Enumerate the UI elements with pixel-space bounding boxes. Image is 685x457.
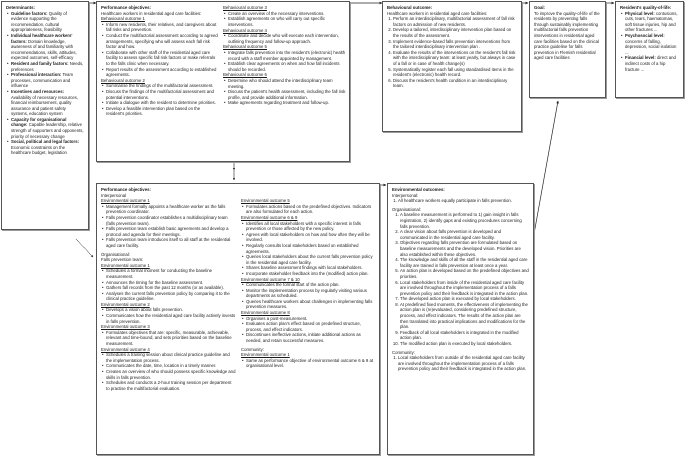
env-organisational-list bbox=[392, 212, 529, 346]
list-item: • Schedules a training session about clinical practice guideline and the implementation process. bbox=[106, 352, 236, 363]
outcome-items bbox=[101, 204, 236, 249]
list-item: 9. Feedback of all local stakeholders is integrated in the modified action plan. bbox=[400, 330, 529, 341]
outcome-heading: Behavioural outcome 2 bbox=[101, 77, 145, 83]
list-item: 1. A baseline measurement is performed to 1) gain insight in falls registration, 2) identify gaps and existing procedures concerning falls prevention. bbox=[400, 212, 529, 229]
list-item: • Gathers fall records from the past 12 months (or as available). bbox=[106, 285, 236, 291]
qol-title: Resident's quality-of-life: bbox=[620, 5, 672, 10]
item-label: Financial level: bbox=[625, 55, 656, 61]
arrow-determinants-to-perf-env bbox=[76, 239, 93, 257]
env-outcomes-title: Environmental outcomes: bbox=[392, 187, 445, 192]
outcome-heading: Environmental outcome 4 bbox=[101, 346, 150, 352]
list-item: • Queries healthcare workers about challenges in implementing falls prevention measures. bbox=[246, 299, 377, 310]
env-organisational-label: Organisational: bbox=[392, 206, 421, 212]
list-item: 3. Implement evidence-based falls prevention interventions from the tailored interdisciplinary intervention plan . bbox=[393, 39, 517, 50]
perf-behav-subtitle: Healthcare workers in residential aged care facilities: bbox=[101, 10, 202, 16]
item-label: Social, political and legal factors: bbox=[11, 139, 80, 145]
item-text: Domain knowledge, awareness of and familiarity with recommendations, skills, attitudes, expected outcomes, self-efficacy bbox=[11, 38, 77, 61]
item-text: Needs, preferences bbox=[11, 60, 84, 72]
list-item: • Falls prevention team establish basic agreements and develop a protocol and agenda for their meetings. bbox=[106, 226, 236, 237]
list-item: 4. The knowledge and skills of all the staff in the residential aged care facility are trained in falls prevention at least once a year. bbox=[400, 257, 529, 268]
outcome-heading: Environmental outcome 7 & 10 bbox=[241, 276, 300, 282]
goal-box bbox=[529, 1, 606, 98]
outcome-items bbox=[101, 22, 218, 78]
list-item: • Establish agreements on who will carry out specific interventions. bbox=[228, 16, 347, 27]
list-item bbox=[11, 33, 84, 61]
perf-env-title: Performance objectives: bbox=[101, 187, 151, 192]
list-item: • Evaluates action plan's effect based on predefined structure, process, and effect indicators. bbox=[246, 321, 377, 332]
outcome-items bbox=[101, 352, 236, 391]
list-item: 1. Perform an interdisciplinary, multifactorial assessment of fall risk factors on admission of new residents. bbox=[393, 16, 517, 27]
list-item: • Discontinues ineffective actions, initiate additional actions as needed, and retain successful measures. bbox=[246, 332, 377, 343]
list-item: • Communicates the date, time, location in a timely manner. bbox=[106, 363, 236, 369]
perf-behav-left-column bbox=[101, 16, 218, 117]
list-item: • Monitor the implementation process by regularly visiting various departments as scheduled. bbox=[246, 288, 377, 299]
list-item: • Summarise the findings of the multifactorial assessment. bbox=[106, 83, 218, 89]
outcome-heading: Behavioural outcome 3 bbox=[223, 5, 267, 11]
item-label: Psychosocial level: bbox=[625, 32, 665, 38]
item-label: Incentives and resources: bbox=[11, 88, 65, 94]
outcome-heading: Environmental outcome 2 bbox=[101, 301, 150, 307]
list-item bbox=[11, 89, 84, 117]
item-label: Capacity for organisational change: bbox=[11, 116, 67, 128]
perf-behav-title: Performance objectives: bbox=[101, 5, 151, 10]
list-item: 6. Local stakeholders from inside of the residential aged care facility are involved throughout the implementation process of a falls prevention policy and their feedback is integrated in the action plan. bbox=[400, 280, 529, 297]
perf-env-community-label: Community: bbox=[241, 346, 264, 352]
outcome-items bbox=[101, 307, 236, 324]
list-item: 2. A clear vision about falls prevention is developed and communicated in the residential aged care facility. bbox=[400, 229, 529, 240]
item-text: Capable leadership, relative strength of supporters and opponents, priority of necessary change bbox=[11, 122, 84, 139]
list-item: • Formulates actions based on the predefined objectives. Indicators are also formulated for each action. bbox=[246, 204, 377, 215]
behav-outcome-title: Behavioural outcome: bbox=[387, 5, 433, 10]
list-item: • Discuss the findings of the multifactorial assessment and potential interventions. bbox=[106, 89, 218, 100]
outcome-heading: Behavioural outcome 6 bbox=[223, 72, 267, 78]
performance-objectives-behavioural-box bbox=[96, 1, 350, 162]
outcome-heading: Environmental outcome 1 bbox=[101, 262, 150, 268]
list-item: • Regularly consults local stakeholders based on established agreements. bbox=[246, 243, 377, 254]
perf-env-organisational-label: Organisational: bbox=[101, 251, 130, 257]
list-item: • Creates an overview of who should possess specific knowledge and skills in falls prevention. bbox=[106, 369, 236, 380]
list-item: • Organises a post-measurement. bbox=[246, 316, 377, 322]
outcome-heading: Behavioural outcome 4 bbox=[223, 27, 267, 33]
item-label: Physical level: bbox=[625, 10, 655, 16]
list-item: • Agrees with local stakeholders on how and how often they will be involved. bbox=[246, 232, 377, 243]
env-interpersonal-label: Interpersonal: bbox=[392, 192, 419, 198]
list-item bbox=[11, 139, 84, 156]
outcome-items bbox=[101, 83, 218, 117]
list-item: • Inform new residents, their relatives, and caregivers about fall risks and prevention. bbox=[106, 22, 218, 33]
list-item: • Formulates objectives that are: specific, measurable, achievable, relevant and time-bound, and sets priorities based on the baseline measurement. bbox=[106, 330, 236, 347]
list-item: • Incorporate stakeholder feedback into the (modified) action plan. bbox=[246, 271, 377, 277]
outcome-items bbox=[223, 50, 347, 72]
list-item: • Analyses the current falls prevention policy by comparing it to the clinical practice guideline. bbox=[106, 291, 236, 302]
outcome-items bbox=[241, 204, 377, 215]
item-label: Resident and family factors: bbox=[11, 60, 69, 66]
outcome-items bbox=[223, 33, 347, 44]
outcome-heading: Environmental outcome 1 bbox=[101, 198, 150, 204]
list-item: • Develops a vision about falls prevention. bbox=[106, 307, 236, 313]
outcome-items bbox=[101, 330, 236, 347]
list-item bbox=[11, 11, 84, 33]
list-item: 6. Discuss the resident's health condition in an interdisciplinary team. bbox=[393, 78, 517, 89]
list-item: • Schedules a formal moment for conducting the baseline measurement. bbox=[106, 268, 236, 279]
outcome-heading: Behavioural outcome 5 bbox=[223, 44, 267, 50]
list-item: • Communicates how the residential aged care facility actively invests in falls prevention. bbox=[106, 313, 236, 324]
behav-outcome-subtitle: Healthcare workers in residential aged care facilities: bbox=[387, 10, 488, 16]
list-item: 8. At predefined fixed moments, the effectiveness of implementing the action plan is (re)evaluated, considering predefined structure, process, and effect indicators. The results of the action plan are then translated into practical implications and modifications for the plan. bbox=[400, 302, 529, 330]
performance-objectives-environmental-box bbox=[96, 183, 380, 455]
list-item: • Identifies all local stakeholders with a specific interest in falls prevention or those affected by the new policy. bbox=[246, 221, 377, 232]
list-item bbox=[11, 61, 84, 72]
list-item: • Announces the timing for the baseline assessment. bbox=[106, 280, 236, 286]
item-text: Availability of necessary resources, financial reimbursement, quality assurance and patient safety systems, education system bbox=[11, 94, 79, 117]
list-item: 5. An action plan is developed based on the predefined objectives and priorities. bbox=[400, 268, 529, 279]
outcome-items bbox=[101, 268, 236, 302]
list-item: 5. Systematically register each fall using standardised items in the resident's (electronic) health record. bbox=[393, 67, 517, 78]
item-text: direct and indirect costs of a hip fracture ... bbox=[625, 55, 676, 72]
outcome-heading: Environmental outcome 5 bbox=[241, 198, 290, 204]
outcome-items bbox=[241, 282, 377, 310]
list-item: 2. Develop a tailored, interdisciplinary intervention plan based on the results of the assessment. bbox=[393, 27, 517, 38]
list-item: • Make agreements regarding treatment and follow-up. bbox=[228, 100, 347, 106]
outcome-heading: Environmental outcome 3 bbox=[101, 324, 150, 330]
behav-outcome-list bbox=[387, 16, 517, 89]
list-item bbox=[625, 11, 679, 33]
goal-title: Goal: bbox=[534, 5, 545, 10]
env-interpersonal-list bbox=[392, 198, 529, 204]
list-item: • Queries local stakeholders about the current falls prevention policy in the residential aged care facility. bbox=[246, 254, 377, 265]
env-community-list bbox=[392, 355, 529, 372]
outcome-heading: Behavioural outcome 1 bbox=[101, 16, 145, 22]
determinants-title: Determinants: bbox=[6, 5, 35, 10]
list-item: • Communicates the formal start of the action plan. bbox=[246, 282, 377, 288]
list-item bbox=[625, 55, 679, 72]
perf-behav-right-column bbox=[223, 5, 347, 106]
list-item: 7. The developed action plan is executed by local stakeholders. bbox=[400, 296, 529, 302]
list-item: • Falls prevention coordinator establishes a multidisciplinary team (falls prevention team). bbox=[106, 215, 236, 226]
list-item: 3. Objectives regarding falls prevention are formulated based on baseline measurements and the developed vision. Priorities are also established within these objectives. bbox=[400, 240, 529, 257]
list-item: • Collaborate with other staff of the residential aged care facility to assess specific fall risk factors or make referrals to the falls clinic when necessary. bbox=[106, 50, 218, 67]
list-item: 4. Evaluate the results of the interventions on the resident's fall risk with the interdisciplinary team: at least yearly, but always in case of a fall or in case of health change(s) bbox=[393, 50, 517, 67]
item-label: Individual healthcare workers' factors: bbox=[11, 32, 73, 44]
list-item: • Initiate a dialogue with the resident to determine priorities. bbox=[106, 100, 218, 106]
list-item bbox=[11, 117, 84, 139]
list-item: • Management formally appoints a healthcare worker as the falls prevention coordinator. bbox=[106, 204, 236, 215]
perf-env-interpersonal-label: Interpersonal bbox=[101, 192, 127, 198]
qol-list bbox=[620, 11, 679, 73]
list-item: • Falls prevention team introduces itself to all staff at the residential aged care facility. bbox=[106, 237, 236, 248]
outcome-heading: Environmental outcome 6 & 9 bbox=[241, 214, 298, 220]
item-label: Guideline factors: bbox=[11, 10, 48, 16]
outcome-items bbox=[223, 78, 347, 106]
list-item: 1. Local stakeholders from outside of the residential aged care facility are involved throughout the implementation process of a falls prevention policy and their feedback is integrated in the action plan. bbox=[398, 355, 529, 372]
item-text: concerns of falling, depression, social isolation ... bbox=[625, 38, 677, 55]
list-item: • Develop a feasible intervention plan based on the resident's priorities. bbox=[106, 106, 218, 117]
list-item: • Determine who should attend the interdisciplinary team meeting. bbox=[228, 78, 347, 89]
list-item: • Coordinate and decide who will execute each intervention, outlining frequency and follow-up approach. bbox=[228, 33, 347, 44]
outcome-items bbox=[241, 316, 377, 344]
quality-of-life-box bbox=[615, 1, 684, 98]
perf-env-left-column bbox=[101, 193, 236, 392]
perf-env-team-label: Falls prevention team: bbox=[101, 257, 144, 263]
list-item bbox=[625, 33, 679, 55]
outcome-items bbox=[241, 358, 377, 369]
list-item: • Same as performance objective of environmental outcome 6 & 9 at organisational level. bbox=[246, 358, 377, 369]
determinants-box bbox=[1, 1, 89, 230]
item-text: contusions, cuts, tears, haematomas, soft tissue injuries, hip and other fractures ... bbox=[625, 10, 678, 33]
goal-text: To improve the quality-of-life of the residents by preventing falls through sustainably implementing multifactorial falls prevention interventions in residential aged care facilities based on the clinical practice guideline for falls prevention in Flemish residential aged care facilities bbox=[534, 10, 600, 61]
list-item: • Establish clear agreements on when and how fall incidents should be recorded. bbox=[228, 61, 347, 72]
outcome-items bbox=[241, 221, 377, 277]
item-text: Economic constraints on the healthcare budget, legislation bbox=[11, 144, 67, 156]
list-item: 1. All healthcare workers equally participate in falls prevention. bbox=[398, 198, 529, 204]
determinants-list bbox=[6, 11, 84, 156]
behavioural-outcome-box bbox=[382, 1, 522, 132]
list-item: • Report results of the assessment according to established agreements. bbox=[106, 67, 218, 78]
list-item bbox=[11, 72, 84, 89]
environmental-outcomes-box bbox=[387, 183, 534, 455]
list-item: • Conduct the multifactorial assessment according to agreed arrangements, specifying who will assess each fall risk factor and how. bbox=[106, 33, 218, 50]
outcome-items bbox=[223, 11, 347, 28]
env-community-label: Community: bbox=[392, 349, 415, 355]
item-text: Quality of evidence supporting the recommendation, cultural appropriateness, feasibility bbox=[11, 10, 67, 33]
perf-env-right-column bbox=[241, 198, 377, 369]
list-item: 10. The modified action plan is executed by local stakeholders. bbox=[400, 341, 529, 347]
item-text: Team processes, communication and influence bbox=[11, 72, 74, 89]
outcome-heading: Environmental outcome 1 bbox=[241, 352, 290, 358]
list-item: • Create an overview of the necessary interventions. bbox=[228, 11, 347, 17]
arrow-env-outcomes-to-goal bbox=[534, 101, 558, 234]
list-item: • Schedules and conducts a 2-hour training session per department to practise the multifactorial evaluation. bbox=[106, 380, 236, 391]
item-label: Professional interaction: bbox=[11, 72, 62, 78]
list-item: • Integrate falls prevention into the resident's (electronic) health record with a staff member appointed by management. bbox=[228, 50, 347, 61]
list-item: • Shares baseline assessment findings with local stakeholders. bbox=[246, 265, 377, 271]
outcome-heading: Environmental outcome 8 bbox=[241, 310, 290, 316]
list-item: • Discuss the patient's health assessment, including the fall risk profile, and provide additional information. bbox=[228, 89, 347, 100]
